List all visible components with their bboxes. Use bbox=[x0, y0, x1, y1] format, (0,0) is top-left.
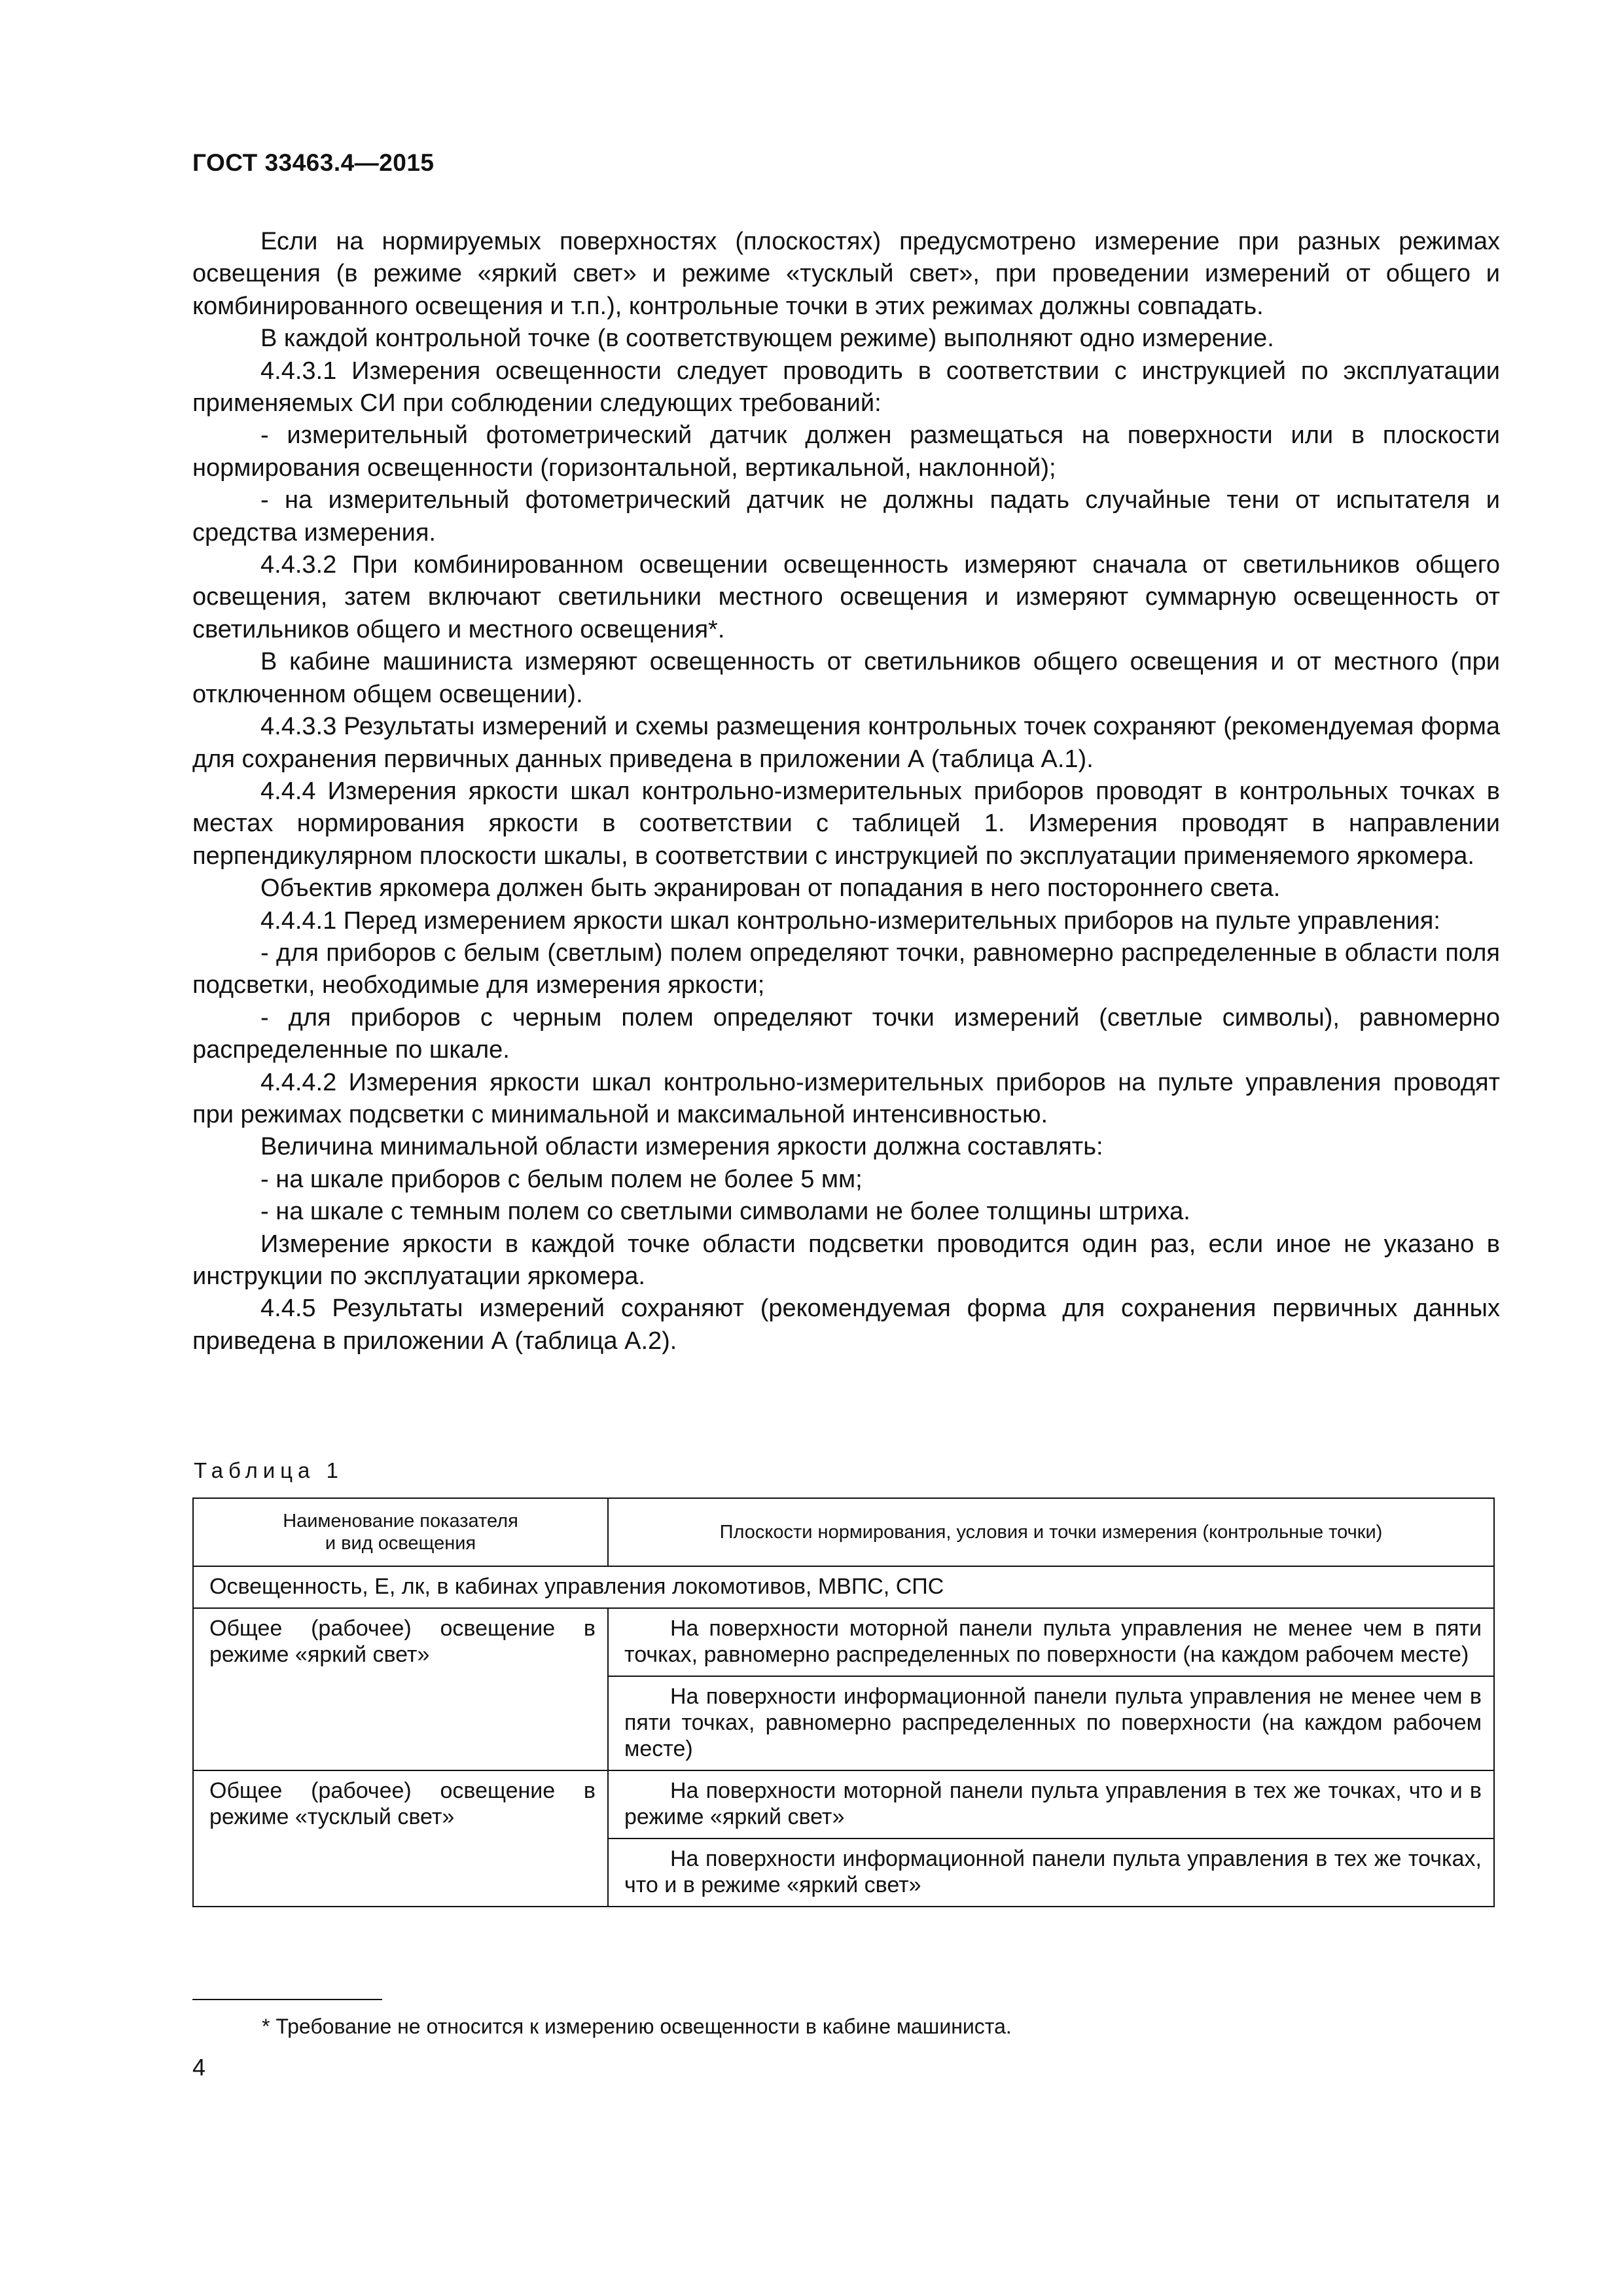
table-cell-kind: Общее (рабочее) освещение в режиме «яркий свет» bbox=[193, 1608, 608, 1770]
paragraph: - для приборов с белым (светлым) полем определяют точки, равномерно распределенные в области поля подсветки, необходимые для измерения яркости; bbox=[192, 939, 1500, 999]
footnote-divider bbox=[192, 1999, 382, 2000]
paragraph: - на шкале приборов с белым полем не более 5 мм; bbox=[260, 1165, 863, 1193]
paragraph: Величина минимальной области измерения яркости должна составлять: bbox=[260, 1133, 1103, 1161]
body-text bbox=[192, 226, 1500, 1357]
paragraph: Если на нормируемых поверхностях (плоскостях) предусмотрено измерение при разных режимах освещения (в режиме «яркий свет» и режиме «тусклый свет», при проведении измерений от общего и комбинированного освещения и т.п.), контрольные точки в этих режимах должны совпадать. bbox=[192, 228, 1500, 320]
table-cell-condition: На поверхности информационной панели пульта управления не менее чем в пяти точках, равномерно распределенных по поверхности (на каждом рабочем месте) bbox=[608, 1676, 1494, 1770]
paragraph: 4.4.3.1 Измерения освещенности следует проводить в соответствии с инструкцией по эксплуатации применяемых СИ при соблюдении следующих требований: bbox=[192, 357, 1500, 418]
measurement-table bbox=[192, 1498, 1495, 1907]
paragraph: 4.4.4 Измерения яркости шкал контрольно-измерительных приборов проводят в контрольных точках в местах нормирования яркости в соответствии с таблицей 1. Измерения проводят в направлении перпендикулярном плоскости шкалы, в соответствии с инструкцией по эксплуатации применяемого яркомера. bbox=[192, 777, 1500, 870]
paragraph: 4.4.4.2 Измерения яркости шкал контрольно-измерительных приборов на пульте управления проводят при режимах подсветки с минимальной и максимальной интенсивностью. bbox=[192, 1068, 1500, 1128]
table-cell-condition: На поверхности моторной панели пульта управления не менее чем в пяти точках, равномерно распределенных по поверхности (на каждом рабочем месте) bbox=[608, 1608, 1494, 1676]
table-header-col1 bbox=[193, 1498, 608, 1566]
table-cell-kind: Общее (рабочее) освещение в режиме «тусклый свет» bbox=[193, 1770, 608, 1907]
table-row bbox=[193, 1770, 1494, 1839]
paragraph: В каждой контрольной точке (в соответствующем режиме) выполняют одно измерение. bbox=[260, 325, 1274, 353]
table-caption: Таблица 1 bbox=[194, 1458, 344, 1482]
footnote: * Требование не относится к измерению освещенности в кабине машиниста. bbox=[262, 2015, 1012, 2038]
document-code: ГОСТ 33463.4—2015 bbox=[192, 149, 435, 176]
table-cell-condition: На поверхности информационной панели пульта управления в тех же точках, что и в режиме «яркий свет» bbox=[608, 1839, 1494, 1907]
paragraph: Объектив яркомера должен быть экранирован от попадания в него постороннего света. bbox=[260, 874, 1281, 903]
header-col1-line2: и вид освещения bbox=[325, 1533, 476, 1554]
table-group-cell: Освещенность, Е, лк, в кабинах управления локомотивов, МВПС, СПС bbox=[193, 1566, 1494, 1608]
paragraph: - для приборов с черным полем определяют точки измерений (светлые символы), равномерно распределенные по шкале. bbox=[192, 1003, 1500, 1064]
paragraph: 4.4.5 Результаты измерений сохраняют (рекомендуемая форма для сохранения первичных данных приведена в приложении А (таблица А.2). bbox=[192, 1295, 1500, 1355]
table-group-row bbox=[193, 1566, 1494, 1608]
table-header-row bbox=[193, 1498, 1494, 1566]
header-col1-line1: Наименование показателя bbox=[283, 1511, 518, 1532]
page-number: 4 bbox=[192, 2054, 206, 2081]
table-header-col2: Плоскости нормирования, условия и точки измерения (контрольные точки) bbox=[608, 1498, 1494, 1566]
paragraph: - на измерительный фотометрический датчик не должны падать случайные тени от испытателя и средства измерения. bbox=[192, 486, 1500, 547]
paragraph: В кабине машиниста измеряют освещенность от светильников общего освещения и от местного (при отключенном общем освещении). bbox=[192, 648, 1500, 708]
paragraph: - на шкале с темным полем со светлыми символами не более толщины штриха. bbox=[260, 1198, 1190, 1226]
paragraph: 4.4.3.2 При комбинированном освещении освещенность измеряют сначала от светильников общего освещения, затем включают светильники местного освещения и измеряют суммарную освещенность от светильников общего и местного освещения*. bbox=[192, 551, 1500, 643]
table-cell-condition: На поверхности моторной панели пульта управления в тех же точках, что и в режиме «яркий свет» bbox=[608, 1770, 1494, 1839]
table-row bbox=[193, 1608, 1494, 1676]
paragraph: 4.4.4.1 Перед измерением яркости шкал контрольно-измерительных приборов на пульте управления: bbox=[260, 906, 1440, 935]
paragraph: - измерительный фотометрический датчик должен размещаться на поверхности или в плоскости нормирования освещенности (горизонтальной, вертикальной, наклонной); bbox=[192, 422, 1500, 482]
paragraph: 4.4.3.3 Результаты измерений и схемы размещения контрольных точек сохраняют (рекомендуемая форма для сохранения первичных данных приведена в приложении А (таблица А.1). bbox=[192, 713, 1500, 773]
paragraph: Измерение яркости в каждой точке области подсветки проводится один раз, если иное не указано в инструкции по эксплуатации яркомера. bbox=[192, 1230, 1500, 1290]
